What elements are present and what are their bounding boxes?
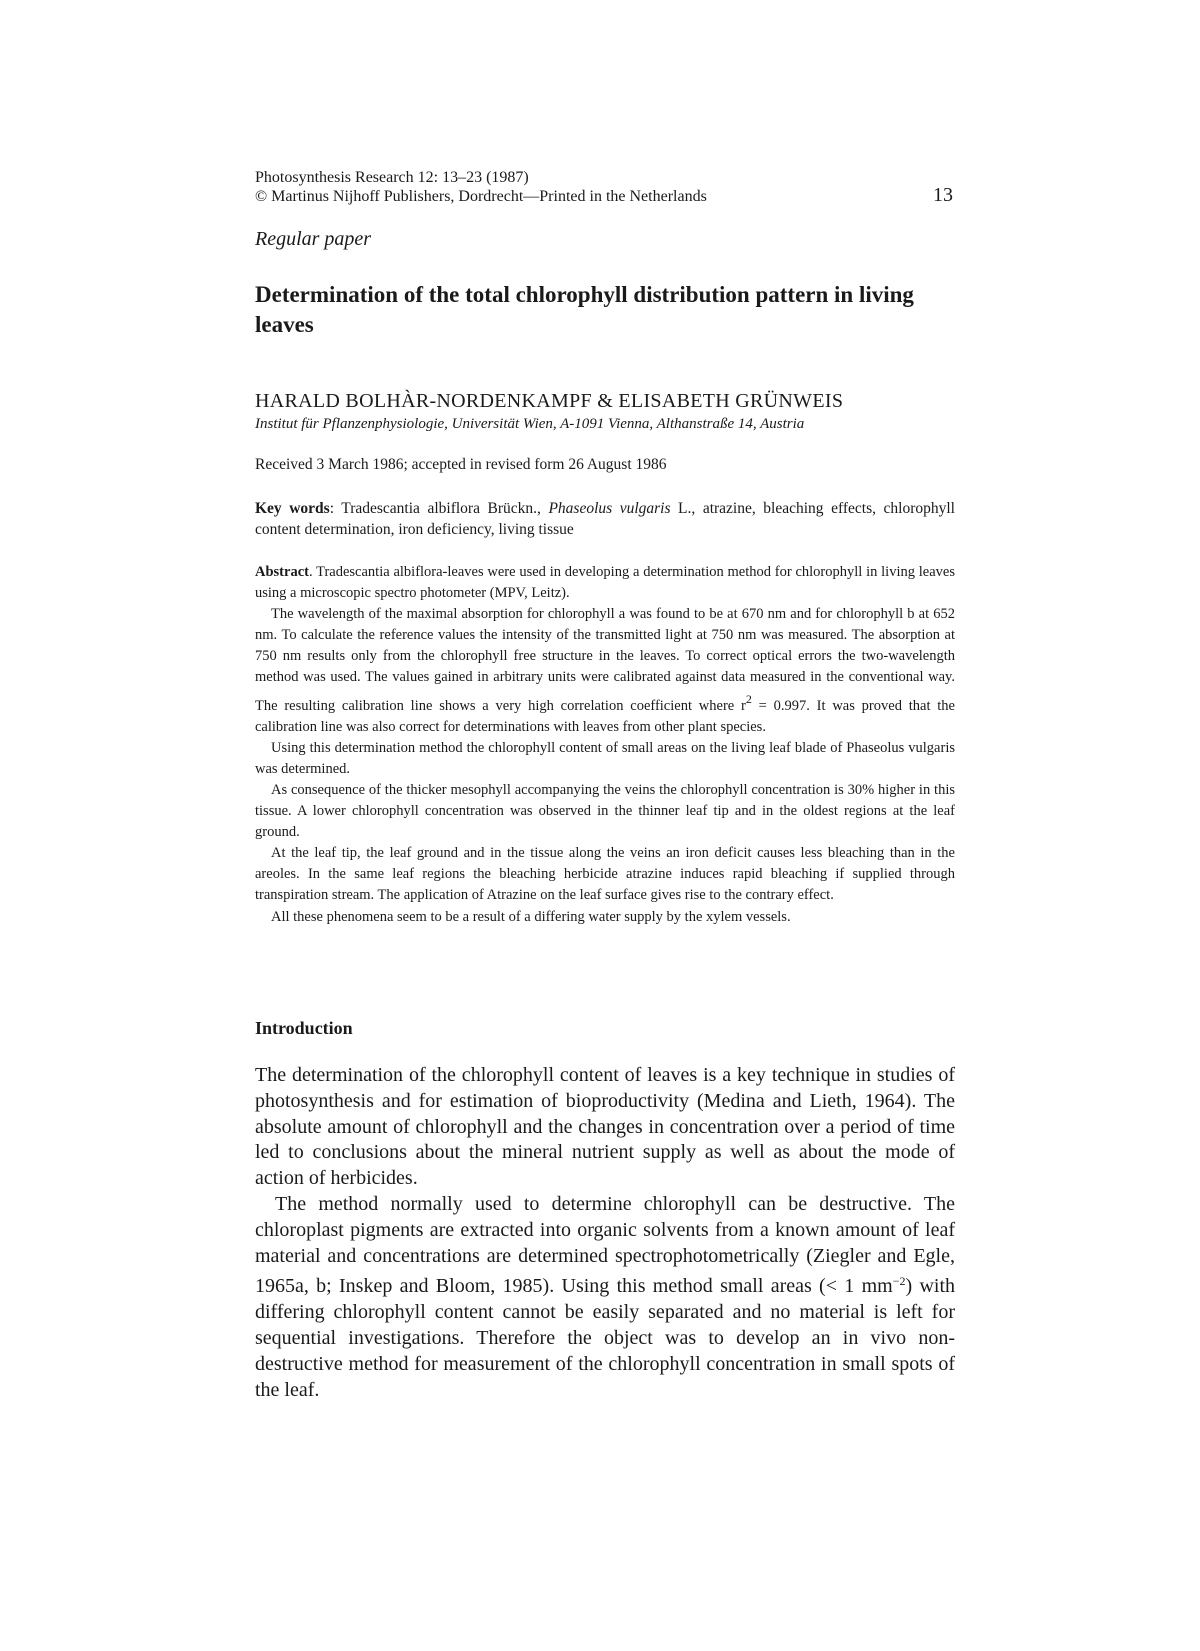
abstract-paragraph bbox=[255, 604, 955, 738]
keywords-italic: Phaseolus vulgaris bbox=[548, 500, 671, 517]
superscript: −2 bbox=[892, 1274, 906, 1289]
abstract-paragraph: At the leaf tip, the leaf ground and in the tissue along the veins an iron deficit causes less bleaching than in the areoles. In the same leaf regions the bleaching herbicide atrazine induces rapid bleaching if supplied through transpiration stream. The application of Atrazine on the leaf surface gives rise to the contrary effect. bbox=[255, 845, 955, 904]
abstract-text: = 0.997. It was proved that the calibration line was also correct for determinations with leaves from other plant species. bbox=[255, 697, 955, 735]
publisher-line: © Martinus Nijhoff Publishers, Dordrecht—Printed in the Netherlands bbox=[255, 188, 707, 205]
abstract-paragraph: All these phenomena seem to be a result of a differing water supply by the xylem vessels. bbox=[271, 908, 791, 925]
abstract-label: Abstract bbox=[255, 564, 309, 580]
author-affiliation: Institut für Pflanzenphysiologie, Universität Wien, A-1091 Vienna, Althanstraße 14, Austria bbox=[255, 416, 805, 432]
received-dates: Received 3 March 1986; accepted in revised form 26 August 1986 bbox=[255, 456, 667, 473]
section-heading-introduction: Introduction bbox=[255, 1018, 353, 1038]
abstract-paragraph: Using this determination method the chlorophyll content of small areas on the living leaf blade of Phaseolus vulgaris was determined. bbox=[255, 739, 955, 777]
body-text: The method normally used to determine chlorophyll can be destructive. The chloroplast pigments are extracted into organic solvents from a known amount of leaf material and concentrations are determined spectrophotometrically (Ziegler and Egle, 1965a, b; Inskep and Bloom, 1985). Using this method small areas (< 1 mm bbox=[255, 1192, 955, 1298]
abstract-paragraph bbox=[255, 562, 955, 604]
abstract-paragraph: As consequence of the thicker mesophyll accompanying the veins the chlorophyll concentration is 30% higher in this tissue. A lower chlorophyll concentration was observed in the thinner leaf tip and in the oldest regions at the leaf ground. bbox=[255, 781, 955, 841]
keywords bbox=[255, 498, 955, 540]
journal-citation: Photosynthesis Research 12: 13–23 (1987) bbox=[255, 169, 529, 186]
body-paragraph: The determination of the chlorophyll content of leaves is a key technique in studies of photosynthesis and for estimation of bioproductivity (Medina and Lieth, 1964). The absolute amount of chlorophyll and the changes in concentration over a period of time led to conclusions about the mineral nutrient supply as well as about the mode of action of herbicides. bbox=[255, 1064, 955, 1190]
page-number: 13 bbox=[933, 184, 953, 206]
abstract-text: . Tradescantia albiflora-leaves were used in developing a determination method for chlorophyll in living leaves using a microscopic spectro photometer (MPV, Leitz). bbox=[255, 564, 955, 602]
page-header bbox=[255, 168, 955, 206]
author-list: HARALD BOLHÀR-NORDENKAMPF & ELISABETH GRÜNWEIS bbox=[255, 390, 844, 412]
keywords-label: Key words bbox=[255, 500, 330, 517]
article-type: Regular paper bbox=[255, 228, 372, 250]
superscript: 2 bbox=[745, 691, 752, 706]
abstract bbox=[255, 562, 955, 928]
paper-title: Determination of the total chlorophyll distribution pattern in living leaves bbox=[255, 282, 914, 337]
abstract-text: The wavelength of the maximal absorption for chlorophyll a was found to be at 670 nm and for chlorophyll b at 652 nm. To calculate the reference values the intensity of the transmitted light at 750 nm was measured. The absorption at 750 nm results only from the chlorophyll free structure in the leaves. To correct optical errors the two-wavelength method was used. The values gained in arbitrary units were calibrated against data measured in the conventional way. The resulting calibration line shows a very high correlation coefficient where r bbox=[255, 606, 955, 714]
keywords-text-1: : Tradescantia albiflora Brückn., bbox=[329, 500, 549, 517]
body-paragraph bbox=[255, 1192, 955, 1403]
body-text: ) with differing chlorophyll content cannot be easily separated and no material is left for sequential investigations. Therefore the object was to develop an in vivo non-destructive method for measurement of the chlorophyll concentration in small spots of the leaf. bbox=[255, 1275, 955, 1401]
keywords-text-2: L., atrazine, bleaching effects, chlorophyll content determination, iron deficiency, living tissue bbox=[255, 500, 955, 538]
introduction-body bbox=[255, 1063, 955, 1403]
